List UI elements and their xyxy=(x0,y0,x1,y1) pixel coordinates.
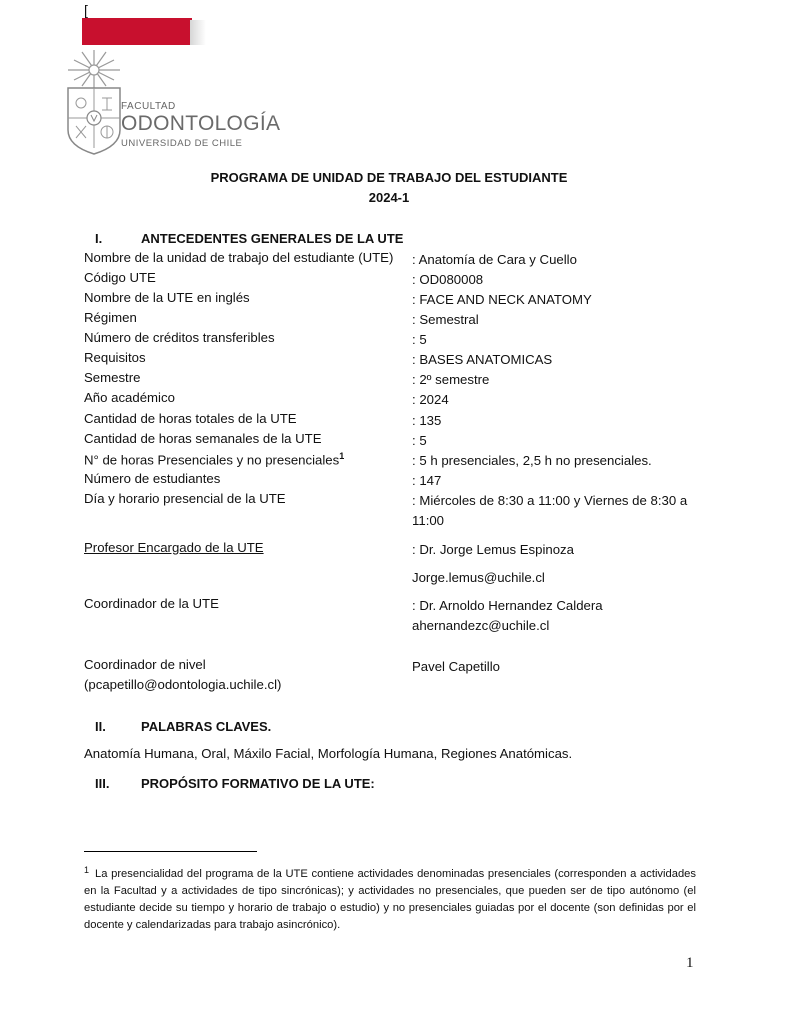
info-value: : 5 xyxy=(412,332,427,347)
university-seal-icon xyxy=(64,48,124,158)
professor-row xyxy=(84,540,724,560)
info-value: : BASES ANATOMICAS xyxy=(412,352,553,367)
info-label xyxy=(84,451,344,467)
professor-label: Profesor Encargado de la UTE xyxy=(84,540,264,555)
info-label: Régimen xyxy=(84,310,137,325)
info-value: : Anatomía de Cara y Cuello xyxy=(412,252,577,267)
info-label: Número de créditos transferibles xyxy=(84,330,275,345)
info-row xyxy=(84,431,724,451)
professor-email-row xyxy=(84,568,724,588)
footnote-separator xyxy=(84,851,257,852)
brand-red-bar xyxy=(82,18,192,45)
page-number: 1 xyxy=(686,955,694,971)
info-label: Semestre xyxy=(84,370,141,385)
info-row xyxy=(84,411,724,431)
info-value: : 5 h presenciales, 2,5 h no presenciales. xyxy=(412,453,652,468)
info-label: Número de estudiantes xyxy=(84,471,221,486)
logo-university-name: UNIVERSIDAD DE CHILE xyxy=(121,138,243,149)
professor-email[interactable]: Jorge.lemus@uchile.cl xyxy=(412,570,545,585)
coordinator-name: : Dr. Arnoldo Hernandez Caldera xyxy=(412,598,603,613)
section-heading-keywords xyxy=(84,719,271,734)
info-row xyxy=(84,451,724,471)
header-bracket: [ xyxy=(84,2,88,18)
coordinator-email[interactable]: ahernandezc@uchile.cl xyxy=(412,618,550,633)
section-number: III. xyxy=(95,776,110,791)
footnote-mark: 1 xyxy=(84,865,90,875)
info-label: Código UTE xyxy=(84,270,156,285)
info-row xyxy=(84,290,724,310)
info-value: : 5 xyxy=(412,433,427,448)
logo-school-name: ODONTOLOGÍA xyxy=(121,112,281,135)
level-coordinator-email-row xyxy=(84,677,724,697)
level-coordinator-name: Pavel Capetillo xyxy=(412,659,500,674)
section-heading-general xyxy=(84,231,403,246)
info-value: : 2024 xyxy=(412,392,449,407)
section-number: I. xyxy=(95,231,103,246)
section-title: ANTECEDENTES GENERALES DE LA UTE xyxy=(141,231,404,246)
keywords-text: Anatomía Humana, Oral, Máxilo Facial, Morfología Humana, Regiones Anatómicas. xyxy=(84,746,573,761)
level-coordinator-email[interactable]: (pcapetillo@odontologia.uchile.cl) xyxy=(84,677,282,692)
faculty-logo xyxy=(64,48,281,158)
coordinator-row xyxy=(84,596,724,616)
info-value: : FACE AND NECK ANATOMY xyxy=(412,292,592,307)
footnote xyxy=(84,862,696,934)
info-row xyxy=(84,250,724,270)
footnote-reference[interactable]: 1 xyxy=(339,451,345,461)
info-label: Cantidad de horas totales de la UTE xyxy=(84,411,297,426)
info-row xyxy=(84,350,724,370)
info-value: : OD080008 xyxy=(412,272,484,287)
info-value: : 135 xyxy=(412,413,442,428)
section-title: PROPÓSITO FORMATIVO DE LA UTE: xyxy=(141,776,375,791)
info-row xyxy=(84,390,724,410)
info-row xyxy=(84,330,724,350)
section-title: PALABRAS CLAVES. xyxy=(141,719,272,734)
info-value: : Miércoles de 8:30 a 11:00 y Viernes de 8:30 a 11:00 xyxy=(412,493,688,528)
info-label: Año académico xyxy=(84,390,175,405)
info-value: : 2º semestre xyxy=(412,372,490,387)
level-coordinator-row xyxy=(84,657,724,677)
info-label: Requisitos xyxy=(84,350,146,365)
document-title: PROGRAMA DE UNIDAD DE TRABAJO DEL ESTUDIANTE xyxy=(210,170,568,185)
coordinator-email-row xyxy=(84,616,724,636)
info-label: Día y horario presencial de la UTE xyxy=(84,491,286,506)
info-value: : Semestral xyxy=(412,312,479,327)
info-row xyxy=(84,310,724,330)
document-period: 2024-1 xyxy=(368,190,410,205)
coordinator-label: Coordinador de la UTE xyxy=(84,596,219,611)
footnote-text: La presencialidad del programa de la UTE contiene actividades denominadas presenciales (corresponden a actividades en la Facultad y a actividades de tipo sincrónicas); y actividades no presenciales, que pueden ser de tipo autónomo (el estudiante decide su tiempo y horario de trabajo o estudio) y no presenciales guiadas por el docente (son definidas por el docente y calendarizadas para trabajo asincrónico). xyxy=(84,868,696,931)
info-row xyxy=(84,370,724,390)
info-label: Nombre de la unidad de trabajo del estudiante (UTE) xyxy=(84,250,394,265)
level-coordinator-label: Coordinador de nivel xyxy=(84,657,206,672)
logo-faculty-label: FACULTAD xyxy=(121,101,176,112)
info-label: Cantidad de horas semanales de la UTE xyxy=(84,431,322,446)
info-row xyxy=(84,491,724,531)
section-heading-purpose xyxy=(84,776,375,791)
brand-bar-shadow xyxy=(190,20,206,45)
section-number: II. xyxy=(95,719,106,734)
professor-name: : Dr. Jorge Lemus Espinoza xyxy=(412,542,574,557)
info-label-text: N° de horas Presenciales y no presenciales xyxy=(84,452,340,468)
info-value: : 147 xyxy=(412,473,442,488)
info-row xyxy=(84,471,724,491)
info-row xyxy=(84,270,724,290)
info-label: Nombre de la UTE en inglés xyxy=(84,290,250,305)
